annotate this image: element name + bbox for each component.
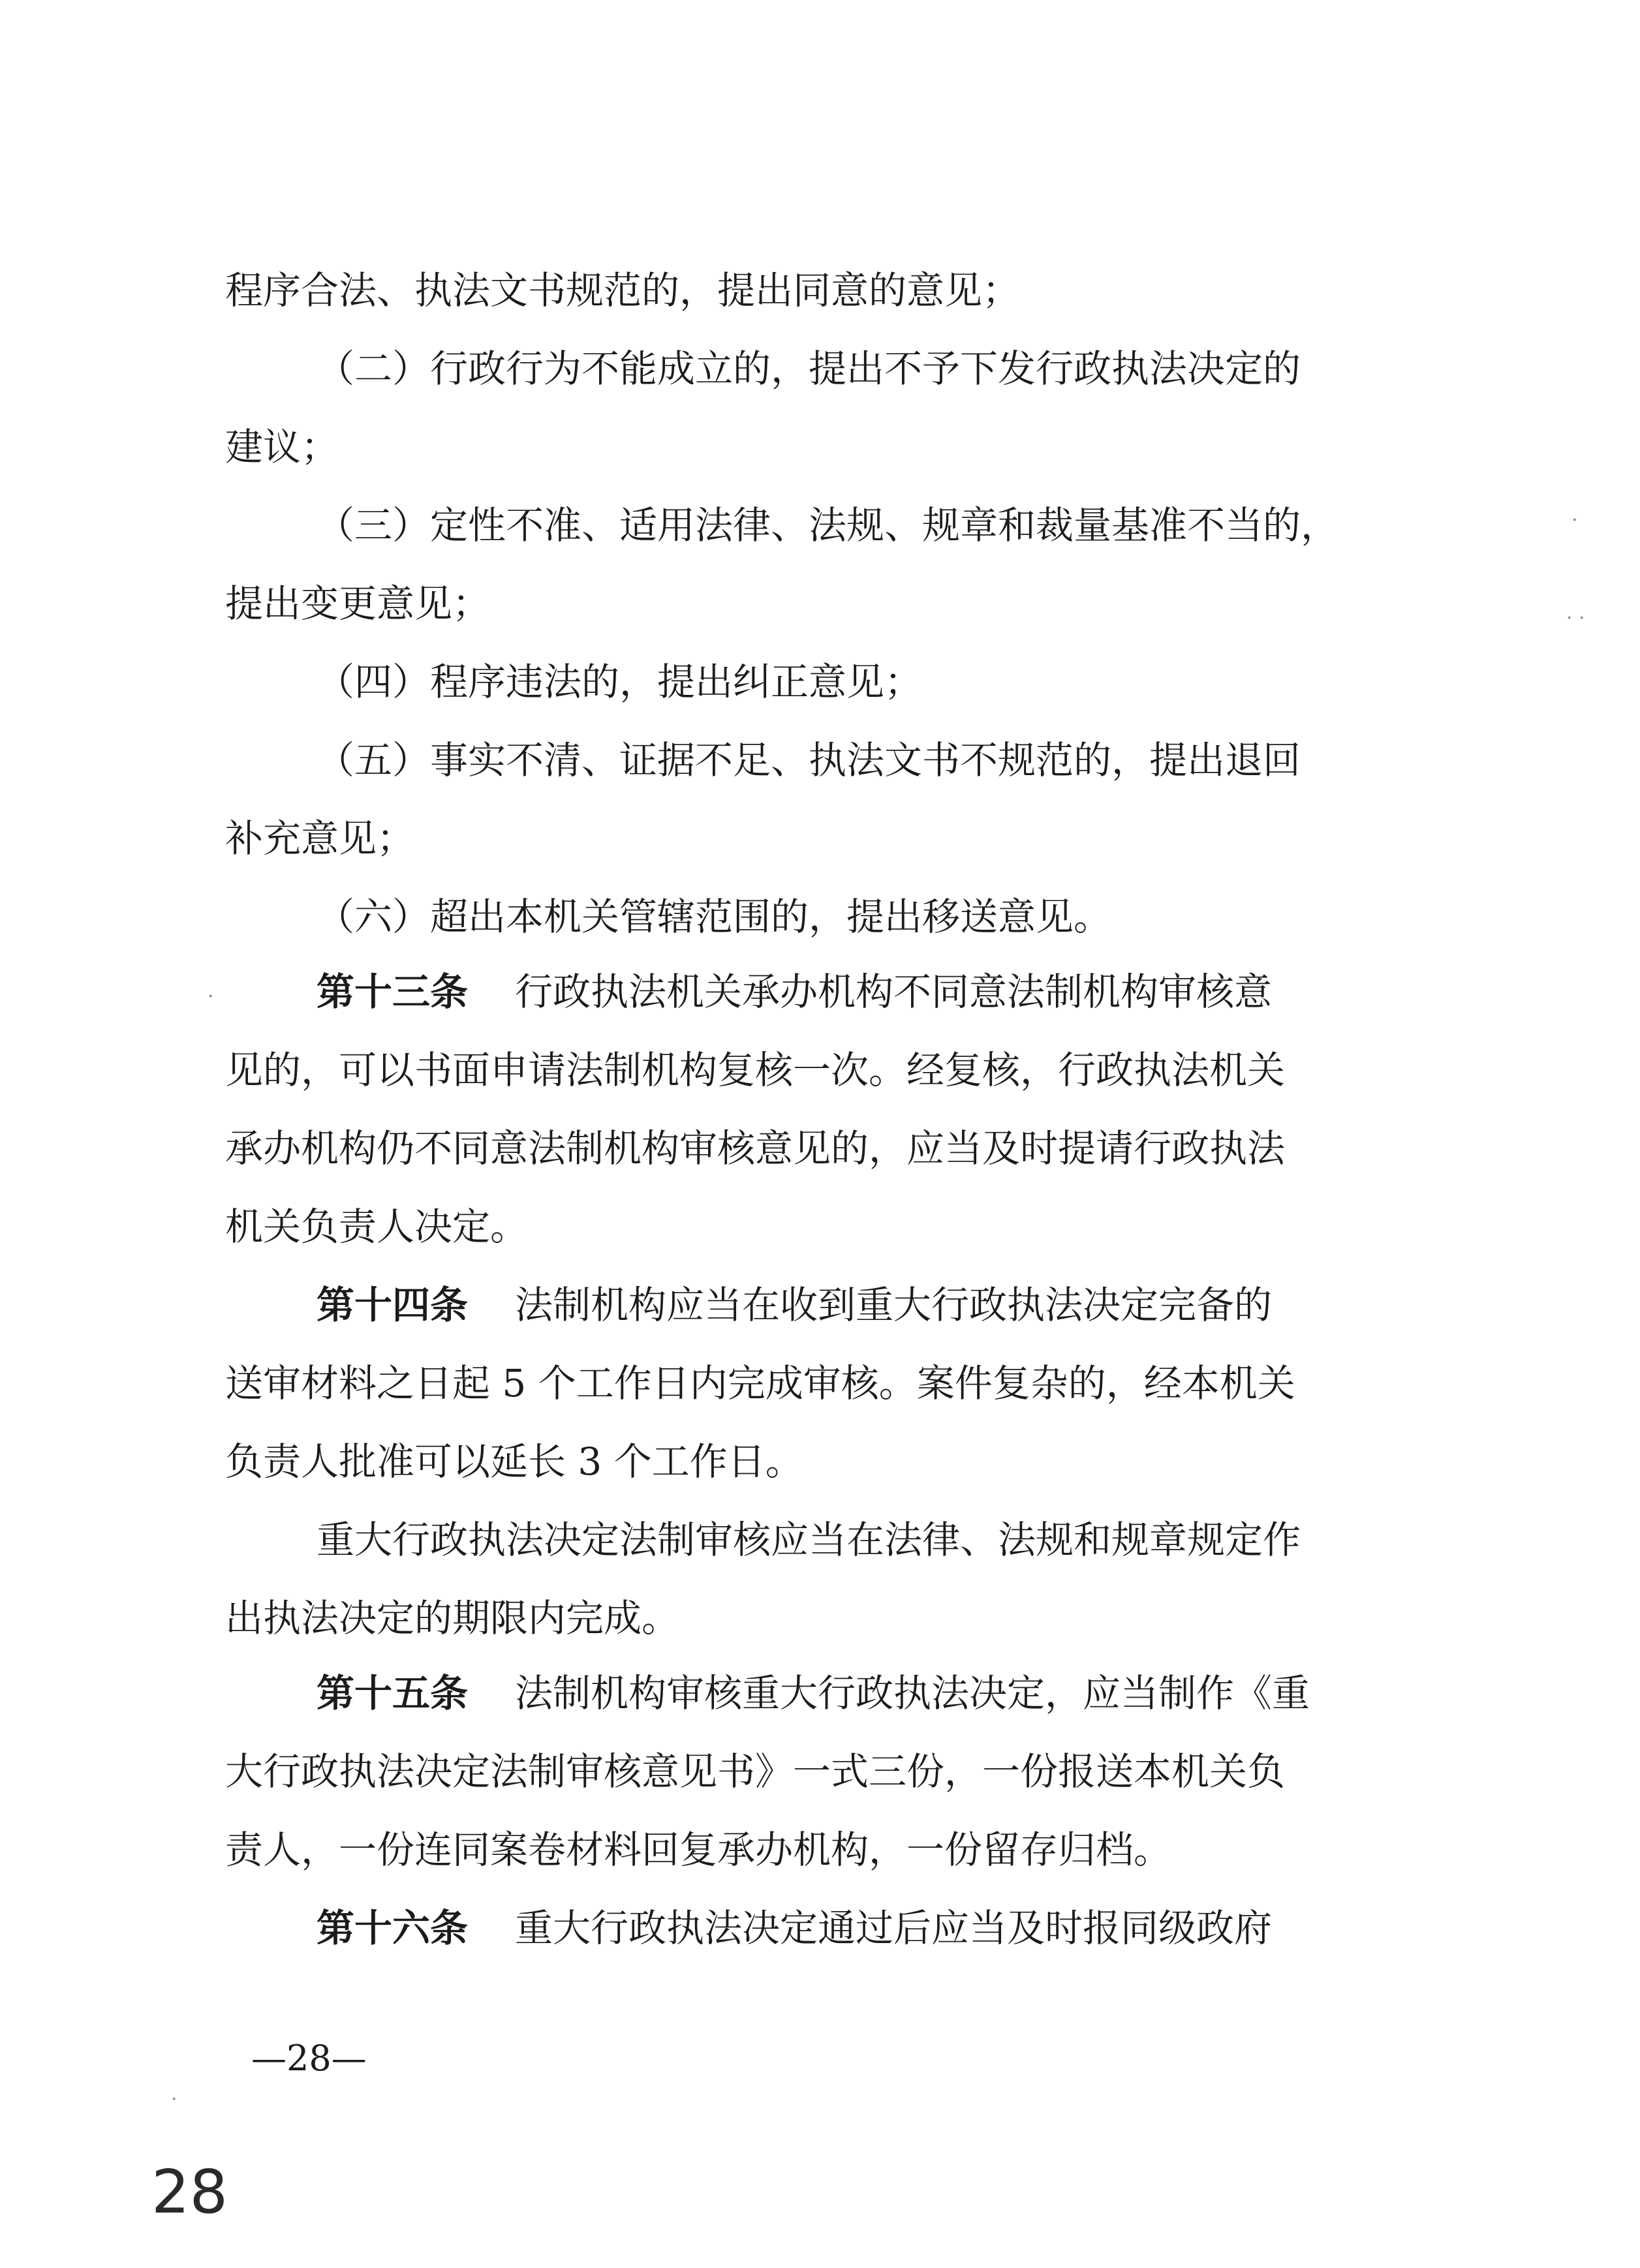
text-line: 建议；	[225, 425, 339, 469]
text-line: 承办机构仍不同意法制机构审核意见的，应当及时提请行政执法	[225, 1126, 1286, 1171]
article-text: 重大行政执法决定通过后应当及时报同级政府	[515, 1906, 1273, 1950]
text-line: 程序合法、执法文书规范的，提出同意的意见；	[225, 268, 1021, 313]
text-line: 提出变更意见；	[225, 581, 491, 626]
text-line: 补充意见；	[225, 816, 415, 861]
text-line: 大行政执法决定法制审核意见书》一式三份，一份报送本机关负	[225, 1749, 1286, 1794]
text-line: 负责人批准可以延长 3 个工作日。	[225, 1439, 803, 1484]
text-line: 送审材料之日起 5 个工作日内完成审核。案件复杂的，经本机关	[225, 1361, 1295, 1405]
article-heading: 第十五条	[317, 1671, 469, 1715]
scan-speck: ·	[1571, 509, 1578, 532]
text-line: 出执法决定的期限内完成。	[225, 1596, 680, 1640]
article-14	[317, 1279, 1272, 1331]
scan-speck: · ·	[1566, 607, 1585, 630]
article-heading: 第十三条	[317, 970, 469, 1014]
scan-speck: ·	[208, 985, 214, 1008]
page-number: —28—	[251, 2038, 367, 2079]
text-line: （三）定性不准、适用法律、法规、规章和裁量基准不当的，	[317, 503, 1339, 547]
text-line: （二）行政行为不能成立的，提出不予下发行政执法决定的	[317, 346, 1301, 391]
article-15	[317, 1667, 1310, 1719]
text-line: 见的，可以书面申请法制机构复核一次。经复核，行政执法机关	[225, 1048, 1286, 1092]
text-line: （五）事实不清、证据不足、执法文书不规范的，提出退回	[317, 738, 1301, 782]
scan-speck: ·	[171, 2088, 178, 2111]
article-text: 法制机构应当在收到重大行政执法决定完备的	[515, 1283, 1273, 1327]
text-line: （四）程序违法的，提出纠正意见；	[317, 660, 923, 704]
article-heading: 第十六条	[317, 1906, 469, 1950]
text-line: （六）超出本机关管辖范围的，提出移送意见。	[317, 895, 1112, 939]
text-line: 责人，一份连同案卷材料回复承办机构，一份留存归档。	[225, 1828, 1172, 1872]
text-line: 机关负责人决定。	[225, 1204, 529, 1249]
article-heading: 第十四条	[317, 1283, 469, 1327]
text-line: 重大行政执法决定法制审核应当在法律、法规和规章规定作	[317, 1518, 1301, 1562]
article-text: 法制机构审核重大行政执法决定，应当制作《重	[515, 1671, 1310, 1715]
article-16	[317, 1902, 1272, 1954]
article-text: 行政执法机关承办机构不同意法制机构审核意	[515, 970, 1273, 1014]
handwritten-page-number: 28	[151, 2157, 228, 2227]
article-13	[317, 966, 1272, 1018]
